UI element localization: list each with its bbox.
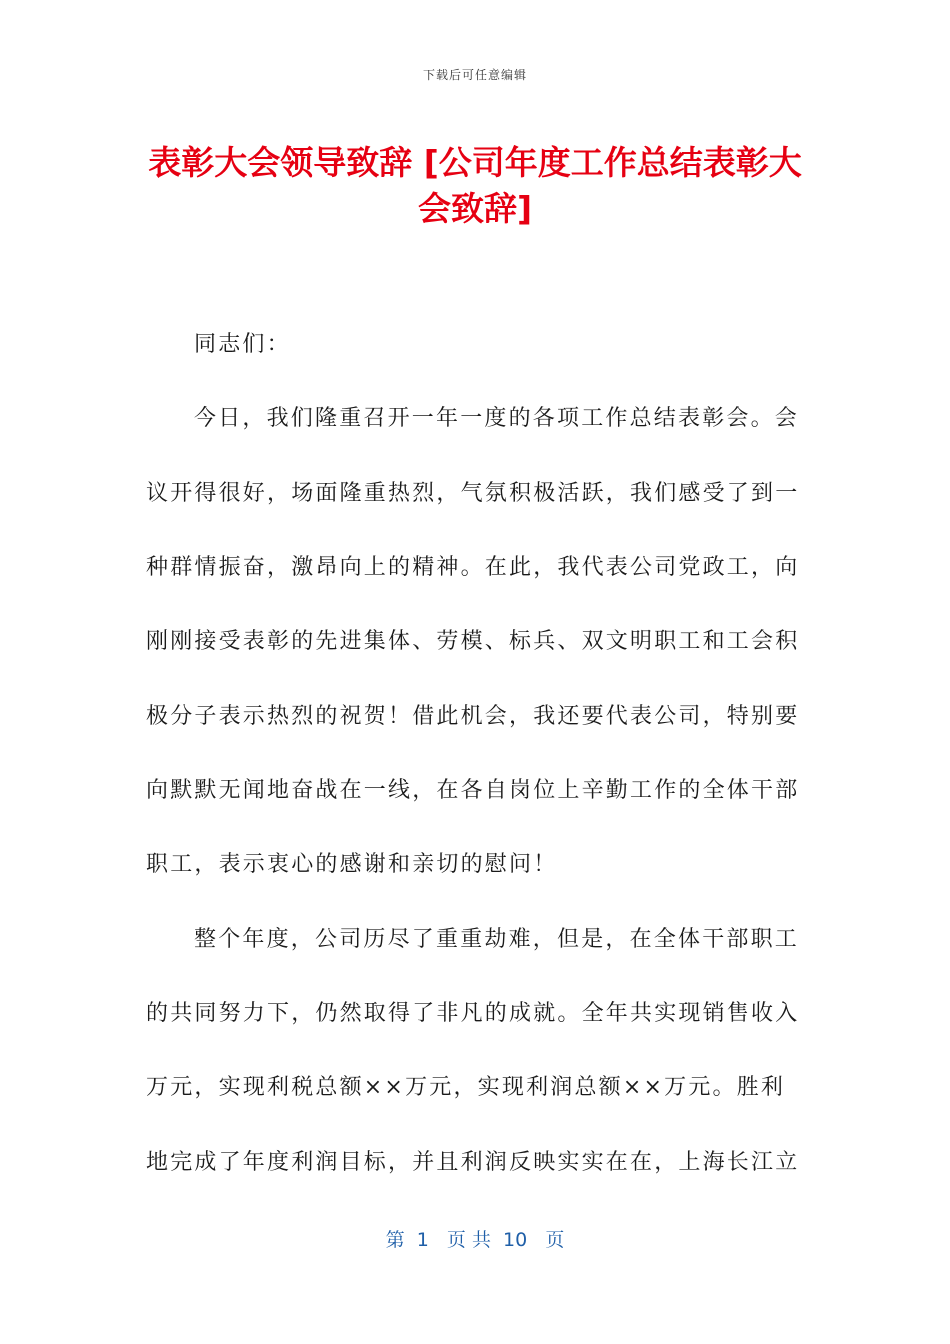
paragraph-2-line-3: 万元，实现利税总额××万元，实现利润总额××万元。胜利 xyxy=(146,1075,786,1100)
paragraph-1-line-6: 向默默无闻地奋战在一线，在各自岗位上辛勤工作的全体干部 xyxy=(146,778,800,803)
paragraph-1-line-4: 刚刚接受表彰的先进集体、劳模、标兵、双文明职工和工会积 xyxy=(146,629,800,654)
title-line-2: 会致辞] xyxy=(417,189,533,228)
paragraph-1-line-2: 议开得很好，场面隆重热烈，气氛积极活跃，我们感受了到一 xyxy=(146,481,800,506)
paragraph-1-line-5: 极分子表示热烈的祝贺！借此机会，我还要代表公司，特别要 xyxy=(146,704,800,729)
paragraph-2-line-1: 整个年度，公司历尽了重重劫难，但是，在全体干部职工 xyxy=(194,927,800,952)
paragraph-1-line-1: 今日，我们隆重召开一年一度的各项工作总结表彰会。会 xyxy=(194,406,800,431)
title-line-1: 表彰大会领导致辞 [公司年度工作总结表彰大 xyxy=(148,143,802,182)
header-note: 下载后可任意编辑 xyxy=(422,68,527,82)
paragraph-1-line-3: 种群情振奋，激昂向上的精神。在此，我代表公司党政工，向 xyxy=(146,555,800,580)
paragraph-2-line-2: 的共同努力下，仍然取得了非凡的成就。全年共实现销售收入 xyxy=(146,1001,800,1026)
paragraph-2-line-4: 地完成了年度利润目标，并且利润反映实实在在，上海长江立 xyxy=(146,1150,800,1175)
salutation: 同志们： xyxy=(194,332,291,357)
page-footer: 第 1 页 共 10 页 xyxy=(385,1229,565,1251)
document-title xyxy=(120,140,830,232)
paragraph-1-line-7: 职工，表示衷心的感谢和亲切的慰问！ xyxy=(146,852,558,877)
